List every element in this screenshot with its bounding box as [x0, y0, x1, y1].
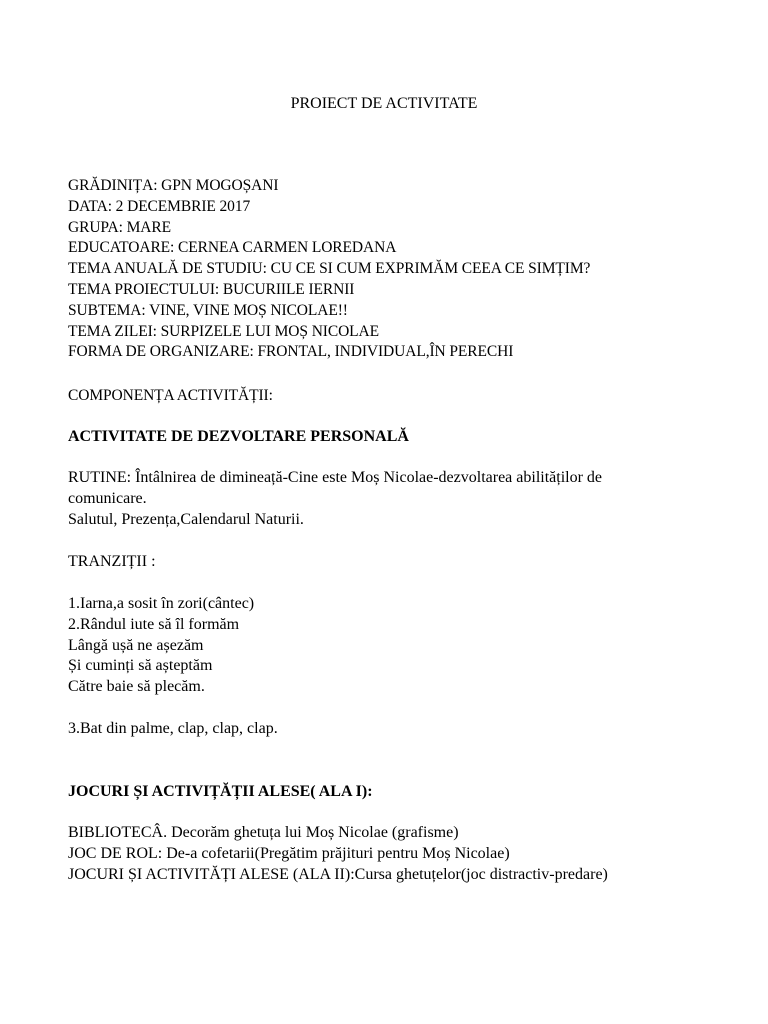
routines-line: Salutul, Prezența,Calendarul Naturii. — [68, 510, 304, 528]
header-line-project-theme: TEMA PROIECTULUI: BUCURIILE IERNII — [68, 280, 355, 298]
header-line-date: DATA: 2 DECEMBRIE 2017 — [68, 197, 251, 215]
transition-line: Lângă ușă ne așezăm — [68, 636, 204, 654]
games-line: JOCURI ȘI ACTIVITĂȚI ALESE (ALA II):Cursa ghetuțelor(joc distractiv-predare) — [68, 865, 608, 883]
document-title: PROIECT DE ACTIVITATE — [290, 95, 478, 112]
header-line-group: GRUPA: MARE — [68, 218, 171, 236]
transitions-label: TRANZIȚII : — [68, 553, 156, 570]
transition-3-block — [68, 719, 728, 740]
transition-line: Și cuminți să așteptăm — [68, 657, 213, 675]
transitions-label-block — [68, 552, 728, 573]
routines-line: comunicare. — [68, 489, 147, 507]
transition-line: 2.Rândul iute să îl formăm — [68, 615, 240, 633]
games-heading-block — [68, 782, 728, 803]
section-heading-games: JOCURI ȘI ACTIVIȚĂȚII ALESE( ALA I): — [68, 783, 373, 800]
header-line-subtheme: SUBTEMA: VINE, VINE MOȘ NICOLAE!! — [68, 301, 348, 319]
transitions-list — [68, 594, 728, 698]
section-heading-personal-development: ACTIVITATE DE DEZVOLTARE PERSONALĂ — [68, 428, 409, 445]
components-label-block — [68, 386, 728, 407]
transition-line: Către baie să plecăm. — [68, 678, 205, 696]
dev-heading-block — [68, 427, 728, 448]
header-line-annual-theme: TEMA ANUALĂ DE STUDIU: CU CE SI CUM EXPRIMĂM CEEA CE SIMȚIM? — [68, 260, 591, 278]
header-line-organization-form: FORMA DE ORGANIZARE: FRONTAL, INDIVIDUAL,ÎN PERECHI — [68, 343, 514, 361]
transition-line: 3.Bat din palme, clap, clap, clap. — [68, 720, 278, 737]
games-line: BIBLIOTECÂ. Decorăm ghetuța lui Moș Nicolae (grafisme) — [68, 824, 459, 841]
routines-line: RUTINE: Întâlnirea de dimineață-Cine este Moș Nicolae-dezvoltarea abilităților de — [68, 469, 603, 486]
header-info — [68, 176, 728, 363]
games-line: JOC DE ROL: De-a cofetarii(Pregătim prăjituri pentru Moș Nicolae) — [68, 844, 510, 862]
components-label: COMPONENȚA ACTIVITĂȚII: — [68, 387, 273, 404]
header-line-kindergarten: GRĂDINIȚA: GPN MOGOȘANI — [68, 177, 279, 194]
header-line-day-theme: TEMA ZILEI: SURPIZELE LUI MOȘ NICOLAE — [68, 322, 380, 340]
transition-line: 1.Iarna,a sosit în zori(cântec) — [68, 595, 255, 612]
header-line-teacher: EDUCATOARE: CERNEA CARMEN LOREDANA — [68, 239, 397, 257]
routines-paragraph — [68, 468, 728, 530]
games-list — [68, 823, 728, 885]
